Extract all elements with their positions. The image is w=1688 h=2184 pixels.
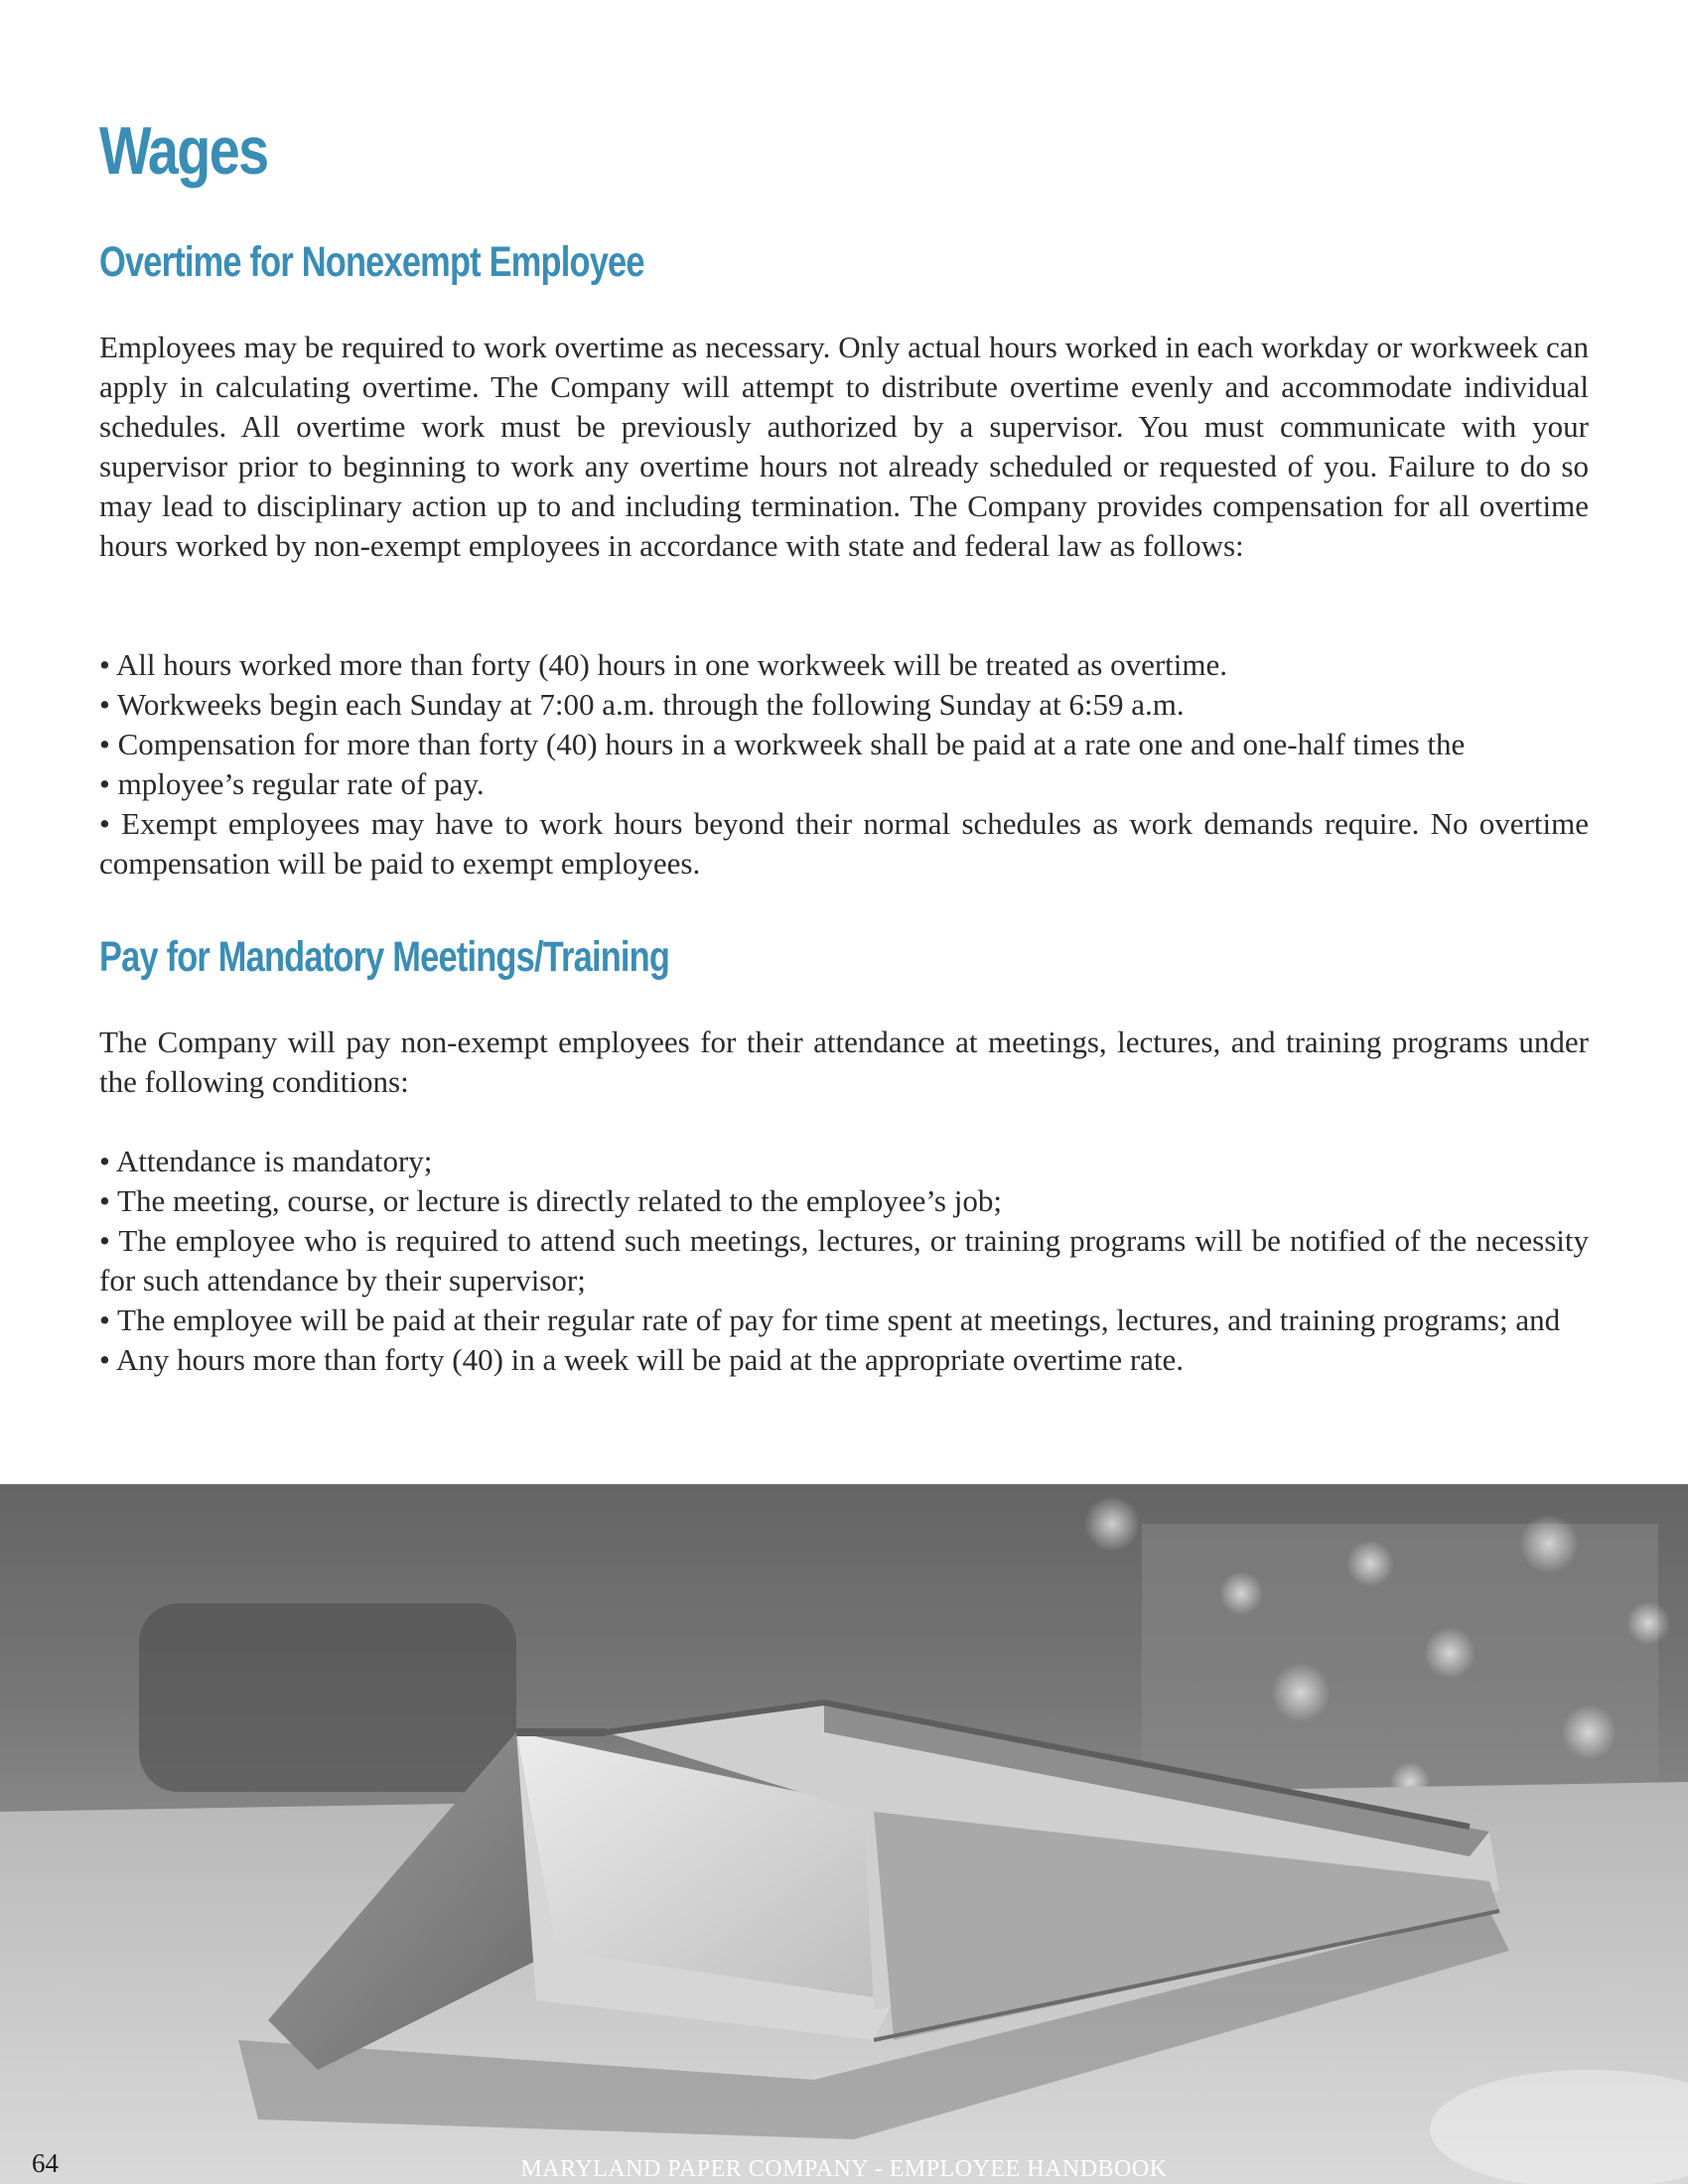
overtime-bullet-list: [99, 645, 1589, 884]
list-item: • Exempt employees may have to work hours beyond their normal schedules as work demands require. No overtime compensation will be paid to exempt employees.: [99, 806, 1589, 881]
meetings-bullet-list: [99, 1142, 1589, 1380]
page-title: Wages: [99, 113, 268, 189]
photo-illustration: [0, 1484, 1688, 2184]
overtime-intro: Employees may be required to work overtime as necessary. Only actual hours worked in each workday or workweek can apply in calculating overtime. The Company will attempt to distribute overtime evenly and accommodate individual schedules. All overtime work must be previously authorized by a supervisor. You must communicate with your supervisor prior to beginning to work any overtime hours not already scheduled or requested of you. Failure to do so may lead to disciplinary action up to and including termination. The Company provides compensation for all overtime hours worked by non-exempt employees in accordance with state and federal law as follows:: [99, 330, 1589, 563]
list-item: • All hours worked more than forty (40) hours in one workweek will be treated as overtime.: [99, 647, 1228, 682]
meetings-paragraph: [99, 1023, 1589, 1102]
list-item: • Any hours more than forty (40) in a week will be paid at the appropriate overtime rate.: [99, 1342, 1185, 1377]
list-item: • Attendance is mandatory;: [99, 1144, 433, 1178]
list-item: • Compensation for more than forty (40) hours in a workweek shall be paid at a rate one and one-half times the: [99, 727, 1466, 761]
list-item: • The employee who is required to attend such meetings, lectures, or training programs will be notified of the necessity for such attendance by their supervisor;: [99, 1223, 1589, 1297]
section-heading-mandatory-meetings: Pay for Mandatory Meetings/Training: [99, 933, 670, 981]
paper-edge-protectors-photo: [0, 1484, 1688, 2184]
overtime-paragraph: [99, 328, 1589, 566]
meetings-intro: The Company will pay non-exempt employees for their attendance at meetings, lectures, and training programs under the following conditions:: [99, 1024, 1589, 1099]
list-item: • The employee will be paid at their regular rate of pay for time spent at meetings, lectures, and training programs; and: [99, 1302, 1561, 1337]
footer-title: MARYLAND PAPER COMPANY - EMPLOYEE HANDBOOK: [520, 2156, 1168, 2182]
list-item: • The meeting, course, or lecture is directly related to the employee’s job;: [99, 1183, 1002, 1218]
section-heading-overtime: Overtime for Nonexempt Employee: [99, 238, 644, 286]
list-item: • Workweeks begin each Sunday at 7:00 a.m. through the following Sunday at 6:59 a.m.: [99, 687, 1185, 722]
page-number: 64: [32, 2148, 59, 2178]
list-item: • mployee’s regular rate of pay.: [99, 766, 485, 801]
